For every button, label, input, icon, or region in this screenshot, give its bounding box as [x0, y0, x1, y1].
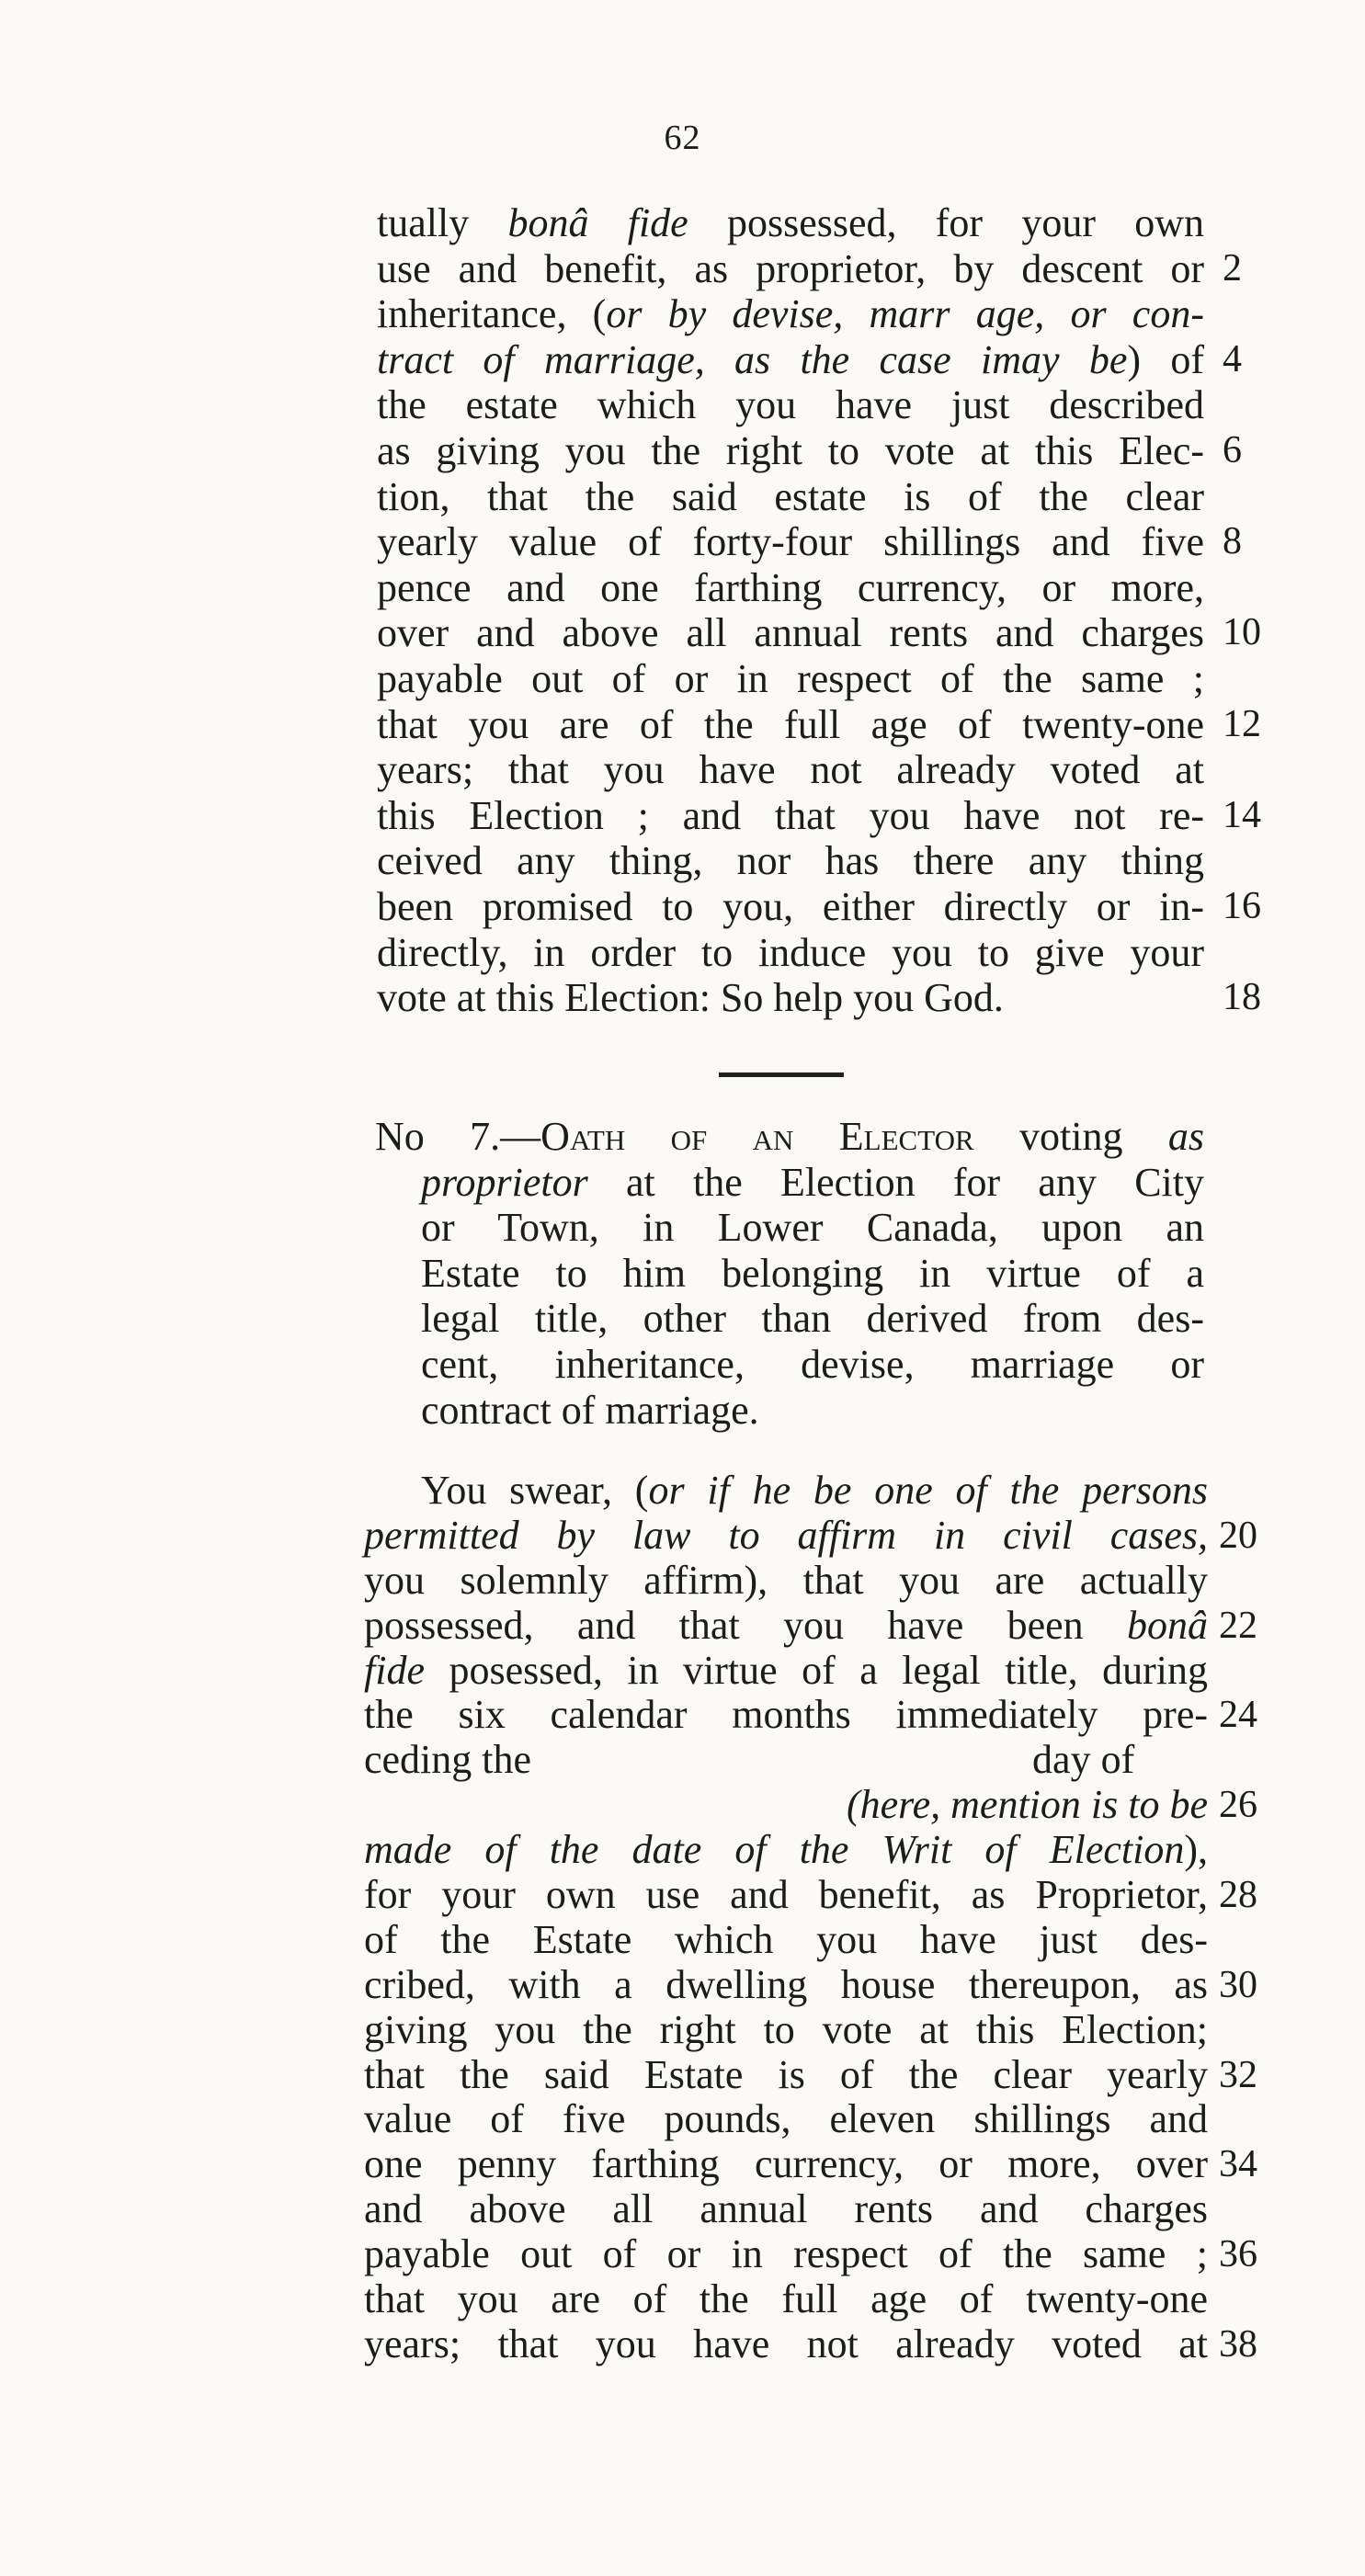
oath-no-7-text [364, 1468, 1257, 2367]
text-line [364, 2231, 1257, 2277]
line-text [364, 2187, 1208, 2232]
line-text [377, 656, 1204, 702]
line-text [364, 1963, 1208, 2008]
text-span: that the said Estate is of the clear yearly [364, 2051, 1208, 2097]
line-number: 2 [1223, 246, 1242, 289]
text-span: cribed, with a dwelling house thereupon, as [364, 1961, 1208, 2007]
text-line [377, 930, 1204, 976]
text-span: at the Election for any City [587, 1159, 1204, 1205]
text-line [364, 2097, 1208, 2142]
line-text [421, 1251, 1204, 1297]
text-line [377, 975, 1261, 1021]
line-number: 14 [1223, 793, 1261, 836]
text-line [375, 1251, 1204, 1297]
text-line [364, 1782, 1257, 1828]
text-span: ceding the [364, 1737, 532, 1783]
line-text [364, 1918, 1208, 1963]
text-line [377, 336, 1242, 383]
text-span: the estate which you have just described [377, 382, 1204, 428]
line-number: 20 [1219, 1514, 1257, 1557]
line-text [377, 975, 1204, 1021]
text-span: or by devise, marr age, or con- [606, 291, 1204, 337]
text-span: pence and one farthing currency, or more, [377, 564, 1204, 610]
text-span: tract of marriage, as the case imay be [377, 336, 1128, 382]
text-line [377, 291, 1204, 337]
line-text [377, 428, 1204, 474]
text-line [364, 2141, 1257, 2187]
line-text [364, 1783, 1208, 1828]
line-text [364, 1514, 1208, 1559]
page-number: 62 [664, 119, 701, 157]
text-span: payable out of or in respect of the same ; [364, 2231, 1208, 2277]
line-text [364, 1649, 1208, 1694]
line-text [364, 1693, 1208, 1738]
line-text [377, 610, 1204, 656]
text-line [364, 1649, 1208, 1694]
line-number: 22 [1219, 1604, 1257, 1647]
text-line [364, 2187, 1208, 2232]
line-number: 36 [1219, 2233, 1257, 2276]
text-line [364, 2008, 1208, 2053]
text-line [364, 1559, 1208, 1604]
text-line [364, 1469, 1208, 1514]
line-text [421, 1296, 1204, 1342]
text-line [377, 245, 1242, 292]
line-text [364, 1604, 1208, 1649]
line-text [377, 246, 1204, 292]
text-span: (here, mention is to be [846, 1782, 1208, 1828]
text-span: the six calendar months immediately pre- [364, 1692, 1208, 1738]
line-number: 26 [1219, 1784, 1257, 1827]
line-number: 32 [1219, 2053, 1257, 2096]
line-text [377, 291, 1204, 337]
text-span: as [1167, 1114, 1205, 1159]
text-span: or Town, in Lower Canada, upon an [421, 1205, 1204, 1251]
text-span: yearly value of forty-four shillings and five [377, 519, 1204, 565]
text-span: tion, that the said estate is of the clear [377, 473, 1204, 519]
text-span: been promised to you, either directly or in- [377, 883, 1204, 929]
text-line [377, 838, 1204, 884]
text-span: years; that you have not already voted at [364, 2321, 1208, 2366]
text-span: one penny farthing currency, or more, over [364, 2141, 1208, 2187]
line-text [377, 793, 1204, 839]
text-span: proprietor [421, 1159, 588, 1205]
text-span: cent, inheritance, devise, marriage or [421, 1341, 1204, 1387]
text-line [364, 2277, 1208, 2322]
line-text [364, 2322, 1208, 2367]
text-span: payable out of or in respect of the same ; [377, 655, 1204, 701]
text-span: ) of [1127, 336, 1205, 382]
line-number: 24 [1219, 1694, 1257, 1737]
text-span: or if he be one of the persons [648, 1468, 1208, 1513]
text-span: permitted by law to affirm in civil cases, [364, 1512, 1208, 1558]
line-text [364, 2232, 1208, 2277]
text-line [375, 1296, 1204, 1342]
text-span: bonâ [1127, 1602, 1208, 1648]
line-text [377, 337, 1204, 383]
line-text [421, 1160, 1204, 1206]
line-text [364, 1828, 1208, 1873]
text-line [375, 1342, 1204, 1388]
text-span: over and above all annual rents and charges [377, 610, 1204, 656]
text-span: possessed, and that you have been [364, 1602, 1127, 1648]
text-span: legal title, other than derived from des- [421, 1296, 1204, 1342]
text-line [377, 519, 1242, 565]
text-span: this Election ; and that you have not re- [377, 792, 1204, 838]
text-span: directly, in order to induce you to give your [377, 929, 1204, 975]
text-span: years; that you have not already voted at [377, 747, 1204, 793]
line-text [377, 519, 1204, 565]
text-line [364, 1918, 1208, 1963]
text-span: day of [1032, 1737, 1135, 1783]
text-span: contract of marriage. [421, 1387, 759, 1433]
text-line [364, 2321, 1257, 2367]
text-line [364, 1692, 1257, 1738]
line-number: 8 [1223, 520, 1242, 563]
text-span: You swear, ( [421, 1468, 649, 1513]
line-text [364, 2142, 1208, 2187]
line-text [421, 1205, 1204, 1251]
text-span: Oath of an Elector [540, 1114, 974, 1159]
text-span: giving you the right to vote at this Election; [364, 2006, 1208, 2052]
text-line [377, 382, 1204, 428]
text-line [377, 565, 1204, 611]
section-divider [719, 1072, 844, 1077]
line-text [364, 2053, 1208, 2098]
line-number: 34 [1219, 2143, 1257, 2186]
line-number: 6 [1223, 428, 1242, 471]
text-span: Estate to him belonging in virtue of a [421, 1250, 1204, 1296]
text-line [377, 474, 1204, 520]
text-line [364, 1602, 1257, 1649]
text-span: No 7.— [375, 1114, 541, 1159]
line-number: 38 [1219, 2322, 1257, 2366]
line-text [377, 702, 1204, 748]
text-span: made of the date of the Writ of Election [364, 1827, 1185, 1873]
line-number: 10 [1223, 611, 1261, 654]
text-line [377, 200, 1204, 246]
text-line [375, 1388, 1204, 1434]
line-text [377, 747, 1204, 793]
text-span: that you are of the full age of twenty-one [377, 701, 1204, 747]
text-span: and above all annual rents and charges [364, 2186, 1208, 2232]
line-text [421, 1388, 1204, 1434]
oath-continuation-text [377, 200, 1261, 1021]
line-text [364, 2008, 1208, 2053]
text-line [375, 1114, 1204, 1160]
line-text [364, 2097, 1208, 2142]
line-number: 4 [1223, 337, 1242, 380]
text-line [377, 792, 1261, 839]
text-line [377, 656, 1204, 702]
text-line [364, 1512, 1257, 1559]
line-text [364, 1559, 1208, 1604]
line-number: 28 [1219, 1874, 1257, 1917]
text-span: bonâ fide [507, 200, 688, 245]
line-text [377, 565, 1204, 611]
line-text [364, 1738, 1208, 1783]
text-span: voting [973, 1114, 1168, 1159]
line-text [375, 1114, 1204, 1160]
line-number: 18 [1223, 976, 1261, 1019]
line-text [377, 382, 1204, 428]
text-line [364, 1872, 1257, 1918]
line-text [377, 838, 1204, 884]
text-span: as giving you the right to vote at this Elec- [377, 427, 1204, 473]
text-span: that you are of the full age of twenty-one [364, 2276, 1208, 2322]
text-line [364, 1961, 1257, 2008]
line-text [364, 2277, 1208, 2322]
text-span: of the Estate which you have just des- [364, 1916, 1208, 1962]
line-text [421, 1342, 1204, 1388]
line-text [377, 474, 1204, 520]
text-line [364, 1828, 1208, 1873]
text-line [375, 1160, 1204, 1206]
text-span: use and benefit, as proprietor, by descent or [377, 245, 1204, 291]
line-text [377, 930, 1204, 976]
oath-no-7-heading [375, 1114, 1204, 1433]
text-line [377, 883, 1261, 930]
line-number: 30 [1219, 1963, 1257, 2006]
text-span: you solemnly affirm), that you are actually [364, 1557, 1208, 1603]
text-span: for your own use and benefit, as Proprietor, [364, 1872, 1208, 1918]
text-span: tually [377, 200, 508, 245]
text-span: inheritance, ( [377, 291, 607, 337]
text-line [377, 747, 1204, 793]
text-span: posessed, in virtue of a legal title, during [424, 1647, 1208, 1693]
line-text [364, 1873, 1208, 1918]
text-span: ceived any thing, nor has there any thing [377, 838, 1204, 884]
text-span: vote at this Election: So help you God. [377, 975, 1004, 1021]
text-line [377, 427, 1242, 474]
text-span: ), [1184, 1827, 1208, 1873]
line-text [421, 1469, 1208, 1514]
text-span: possessed, for your own [688, 200, 1204, 245]
text-line [375, 1205, 1204, 1251]
text-line [364, 2051, 1257, 2098]
text-line [364, 1738, 1208, 1783]
line-text [377, 200, 1204, 246]
text-span: value of five pounds, eleven shillings and [364, 2096, 1208, 2142]
line-number: 16 [1223, 884, 1261, 927]
line-text [377, 884, 1204, 930]
line-number: 12 [1223, 702, 1261, 745]
text-line [377, 701, 1261, 748]
text-line [377, 610, 1261, 656]
text-span: fide [364, 1647, 425, 1693]
